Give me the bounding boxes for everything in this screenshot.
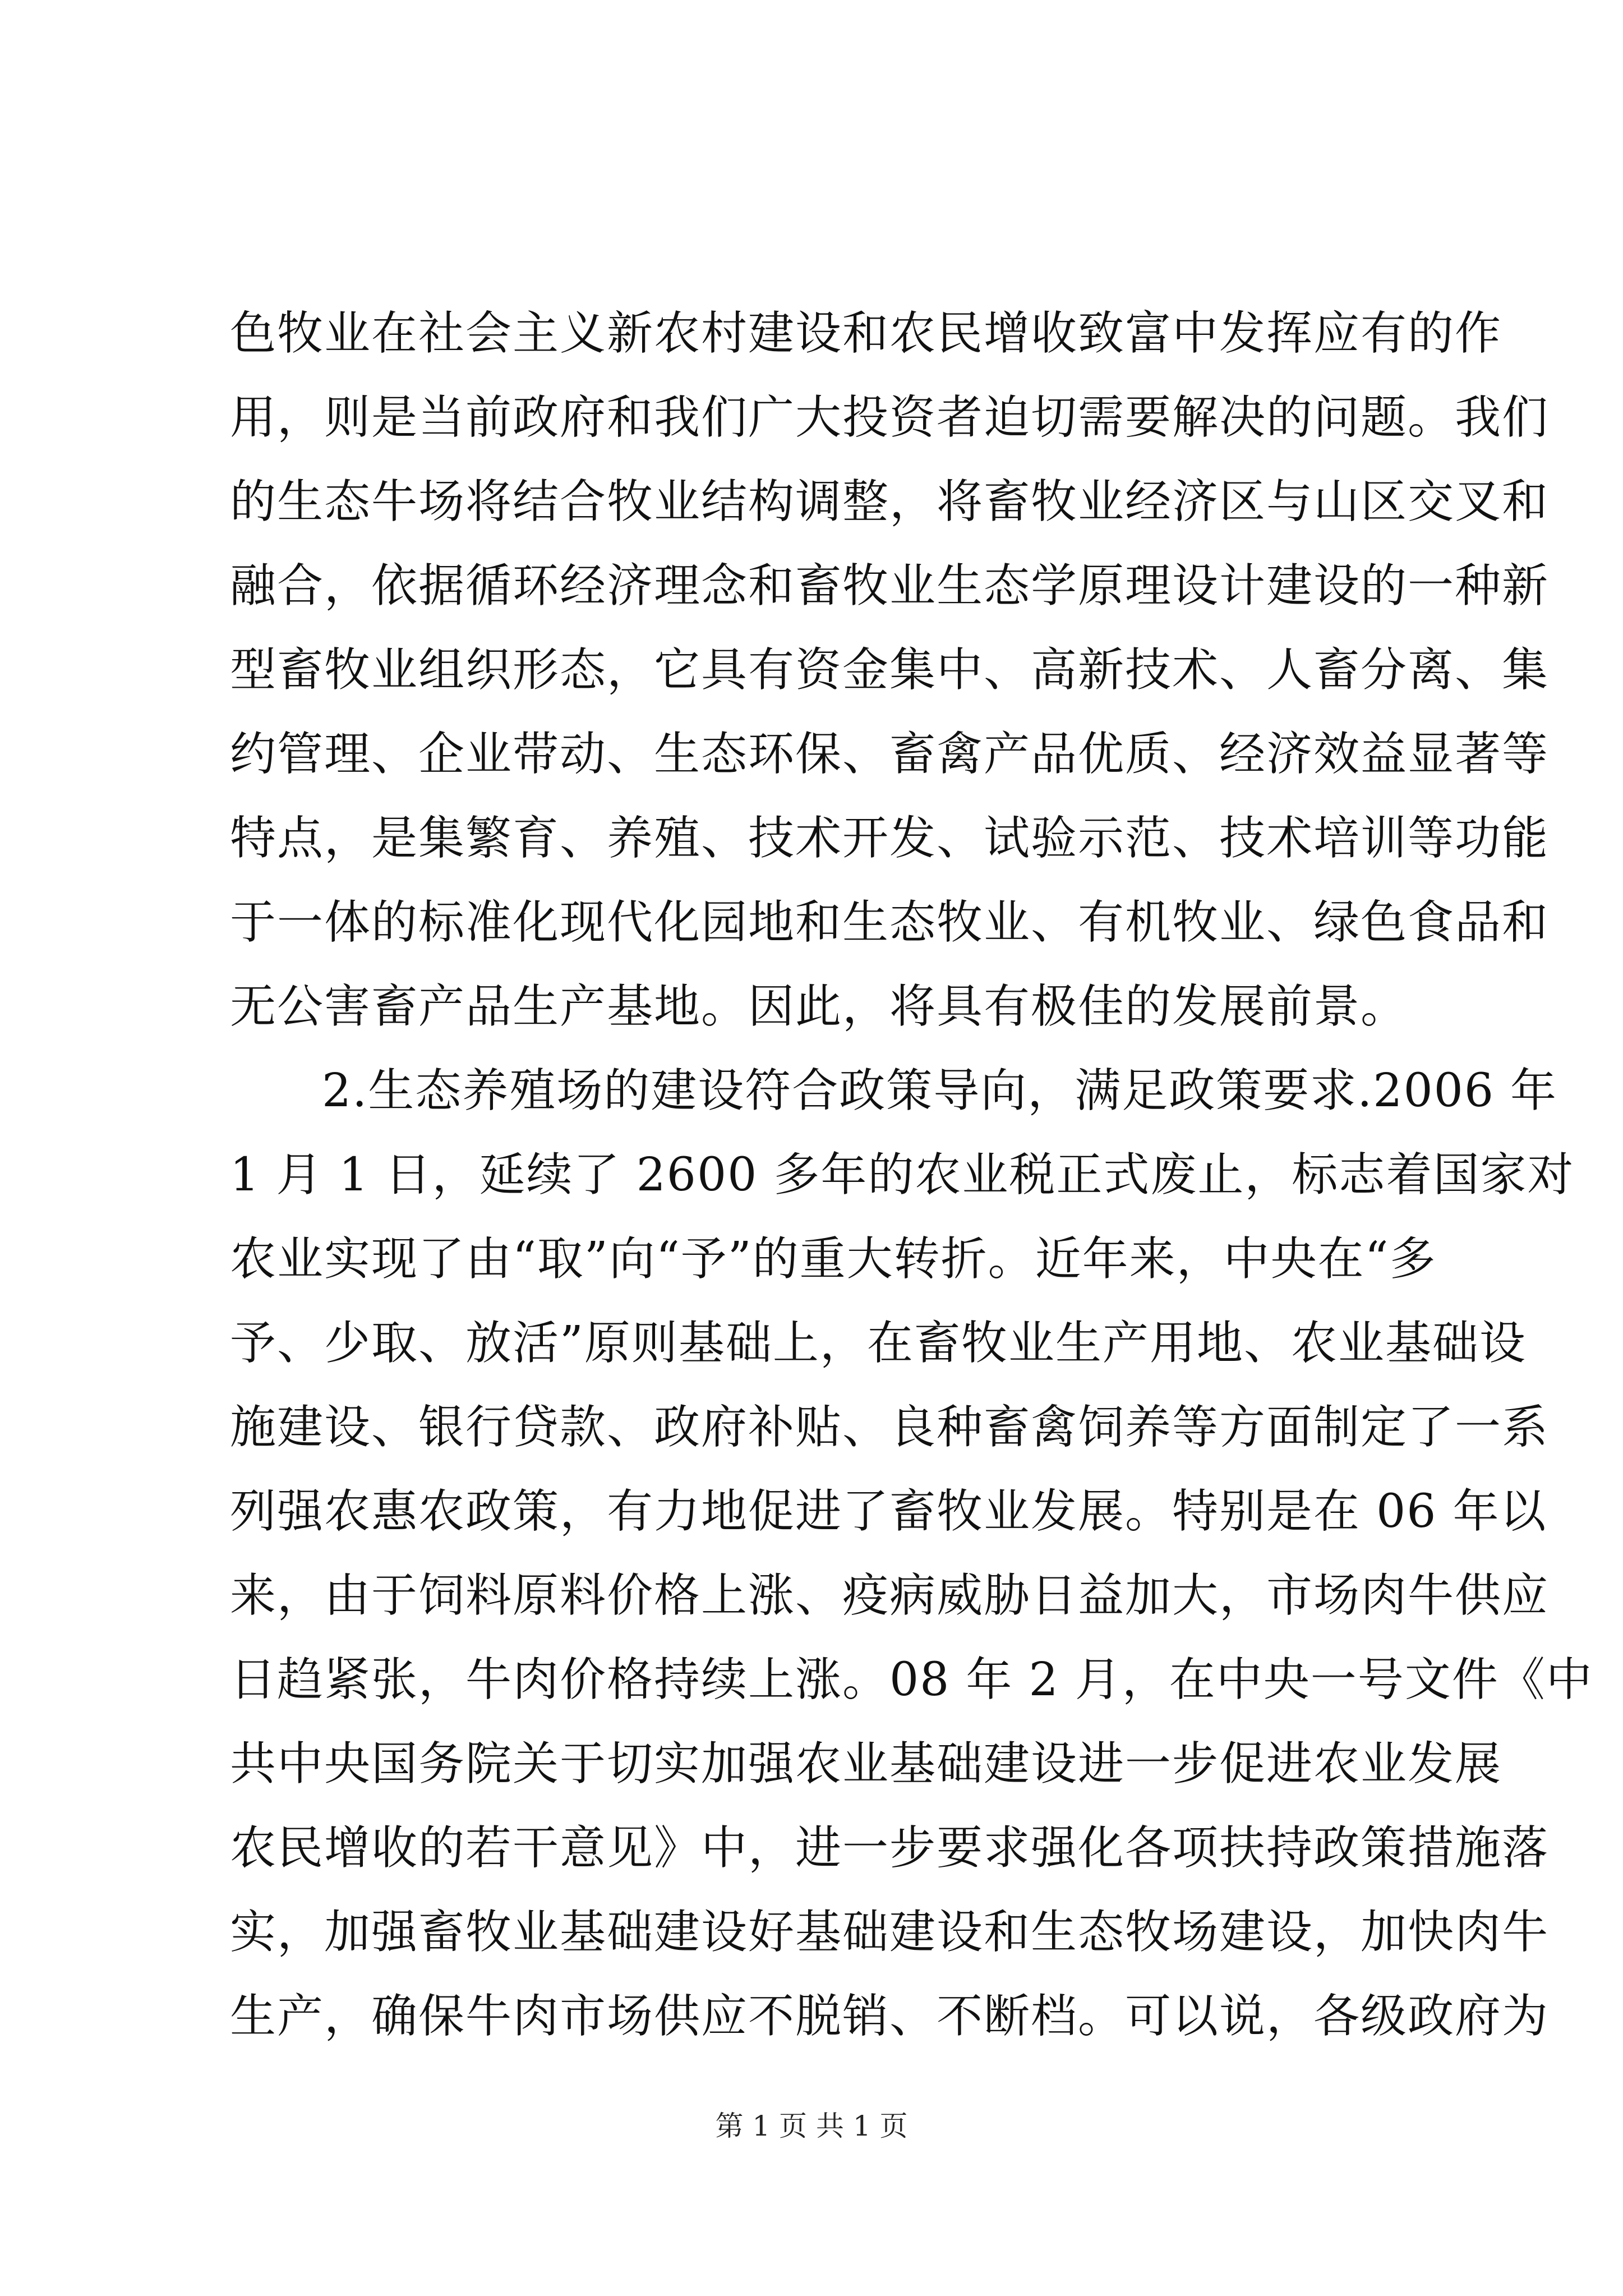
text-line: 共中央国务院关于切实加强农业基础建设进一步促进农业发展 [230,1737,1502,1791]
text-line: 2.生态养殖场的建设符合政策导向，满足政策要求.2006 年 [322,1064,1558,1117]
text-line: 来，由于饲料原料价格上涨、疫病威胁日益加大，市场肉牛供应 [230,1569,1550,1622]
text-line: 约管理、企业带动、生态环保、畜禽产品优质、经济效益显著等 [230,728,1550,781]
text-line: 用，则是当前政府和我们广大投资者迫切需要解决的问题。我们 [230,391,1550,444]
text-line: 色牧业在社会主义新农村建设和农民增收致富中发挥应有的作 [230,307,1502,360]
text-line: 农业实现了由“取”向“予”的重大转折。近年来，中央在“多 [230,1232,1437,1286]
text-line: 列强农惠农政策，有力地促进了畜牧业发展。特别是在 06 年以 [230,1485,1547,1538]
text-line: 无公害畜产品生产基地。因此，将具有极佳的发展前景。 [230,980,1408,1033]
body-text [230,292,1593,2059]
text-line: 实，加强畜牧业基础建设好基础建设和生态牧场建设，加快肉牛 [230,1906,1550,1959]
text-line: 予、少取、放活”原则基础上，在畜牧业生产用地、农业基础设 [230,1317,1527,1370]
text-line: 农民增收的若干意见》中，进一步要求强化各项扶持政策措施落 [230,1821,1550,1875]
text-line: 于一体的标准化现代化园地和生态牧业、有机牧业、绿色食品和 [230,896,1550,949]
page-footer: 第 1 页 共 1 页 [715,2110,908,2142]
text-line: 型畜牧业组织形态，它具有资金集中、高新技术、人畜分离、集 [230,643,1550,697]
text-line: 施建设、银行贷款、政府补贴、良种畜禽饲养等方面制定了一系 [230,1401,1550,1454]
text-line: 日趋紧张，牛肉价格持续上涨。08 年 2 月，在中央一号文件《中 [230,1653,1593,1706]
text-line: 融合，依据循环经济理念和畜牧业生态学原理设计建设的一种新 [230,559,1550,613]
text-line: 特点，是集繁育、养殖、技术开发、试验示范、技术培训等功能 [230,812,1550,865]
text-line: 1 月 1 日，延续了 2600 多年的农业税正式废止，标志着国家对 [230,1148,1575,1202]
text-line: 生产，确保牛肉市场供应不脱销、不断档。可以说，各级政府为 [230,1990,1550,2043]
text-line: 的生态牛场将结合牧业结构调整，将畜牧业经济区与山区交叉和 [230,475,1550,528]
